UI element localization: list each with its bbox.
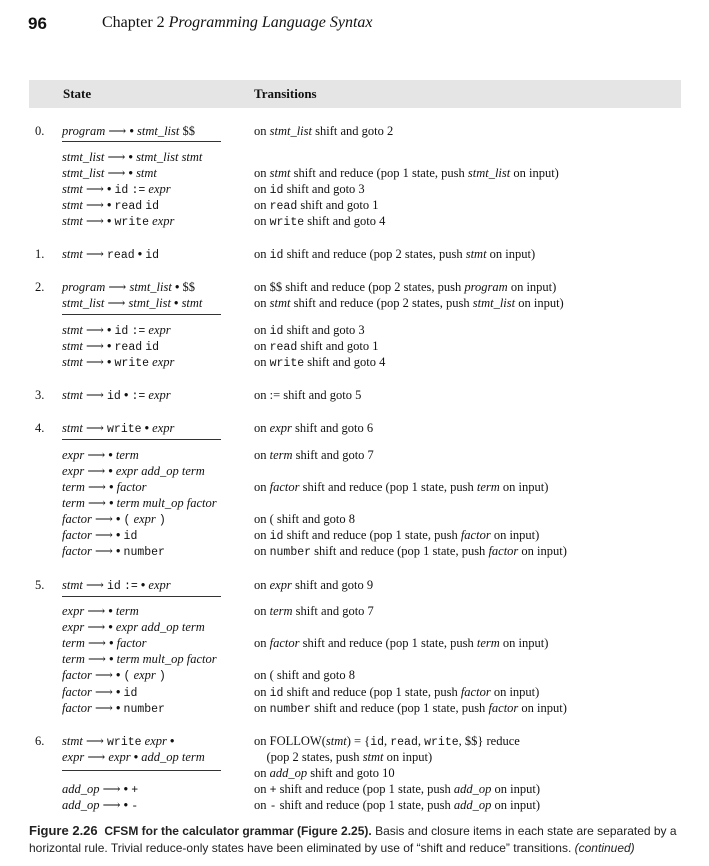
transition: on write shift and goto 4 <box>254 355 386 370</box>
transition: on id shift and reduce (pop 2 states, push stmt on input) <box>254 247 536 262</box>
transition: on stmt shift and reduce (pop 2 states, push stmt_list on input) <box>254 296 564 310</box>
transition: on stmt shift and reduce (pop 1 state, push stmt_list on input) <box>254 166 559 180</box>
transition: on id shift and reduce (pop 1 state, push factor on input) <box>254 685 540 700</box>
lr-item: stmt ⟶ write • expr <box>62 421 175 436</box>
basis-closure-rule <box>62 439 221 440</box>
transition: on add_op shift and goto 10 <box>254 766 395 780</box>
lr-item: factor ⟶ • number <box>62 701 165 716</box>
transition: on := shift and goto 5 <box>254 388 362 402</box>
lr-item: factor ⟶ • id <box>62 528 138 543</box>
lr-item: program ⟶ • stmt_list $$ <box>62 124 195 138</box>
transition: on term shift and goto 7 <box>254 448 374 462</box>
lr-item: stmt ⟶ • id := expr <box>62 182 171 197</box>
transition: on number shift and reduce (pop 1 state, push factor on input) <box>254 544 567 559</box>
lr-item: stmt_list ⟶ • stmt <box>62 166 157 180</box>
lr-item: expr ⟶ • term <box>62 448 139 462</box>
transition: on expr shift and goto 6 <box>254 421 374 435</box>
page-number: 96 <box>28 14 47 33</box>
lr-item: program ⟶ stmt_list • $$ <box>62 280 195 294</box>
lr-item: stmt ⟶ write expr • <box>62 734 175 749</box>
lr-item: stmt ⟶ id • := expr <box>62 388 171 403</box>
lr-item: stmt ⟶ • id := expr <box>62 323 171 338</box>
transition: on ( shift and goto 8 <box>254 668 356 682</box>
transition: on - shift and reduce (pop 1 state, push add_op on input) <box>254 798 541 813</box>
lr-item: add_op ⟶ • - <box>62 798 139 813</box>
lr-item: expr ⟶ • expr add_op term <box>62 464 205 478</box>
lr-item: factor ⟶ • id <box>62 685 138 700</box>
header-state: State <box>63 86 92 101</box>
lr-item: factor ⟶ • number <box>62 544 165 559</box>
lr-item: stmt ⟶ • write expr <box>62 214 175 229</box>
lr-item: term ⟶ • term mult_op factor <box>62 496 217 510</box>
lr-item: stmt_list ⟶ stmt_list • stmt <box>62 296 203 310</box>
transition: on FOLLOW(stmt) = {id, read, write, $$} reduce <box>254 734 520 749</box>
lr-item: expr ⟶ • term <box>62 604 139 618</box>
transition: (pop 2 states, push stmt on input) <box>254 750 433 764</box>
transition: on stmt_list shift and goto 2 <box>254 124 394 138</box>
caption-body: Basis and closure items in each state are separated by a horizontal rule. Trivial reduce-only states have been eliminated by use of “shift and reduce” transitions. <box>29 824 677 855</box>
transition: on id shift and reduce (pop 1 state, push factor on input) <box>254 528 540 543</box>
figure-caption <box>29 822 689 857</box>
lr-item: factor ⟶ • ( expr ) <box>62 512 166 527</box>
lr-item: term ⟶ • term mult_op factor <box>62 652 217 666</box>
chapter-label: Chapter 2 <box>102 14 165 31</box>
transition: on number shift and reduce (pop 1 state, push factor on input) <box>254 701 567 716</box>
lr-item: stmt ⟶ id := • expr <box>62 578 171 593</box>
transition: on read shift and goto 1 <box>254 198 379 213</box>
lr-item: stmt ⟶ • read id <box>62 198 160 213</box>
state-number: 3. <box>35 388 45 402</box>
state-number: 0. <box>35 124 45 138</box>
lr-item: add_op ⟶ • + <box>62 782 139 797</box>
lr-item: term ⟶ • factor <box>62 636 147 650</box>
transition: on read shift and goto 1 <box>254 339 379 354</box>
caption-continued: (continued) <box>574 841 635 855</box>
state-number: 4. <box>35 421 45 435</box>
transition: on factor shift and reduce (pop 1 state, push term on input) <box>254 636 549 650</box>
transition: on write shift and goto 4 <box>254 214 386 229</box>
lr-item: stmt ⟶ • read id <box>62 339 160 354</box>
running-head <box>102 14 373 32</box>
state-number: 6. <box>35 734 45 748</box>
lr-item: stmt ⟶ • write expr <box>62 355 175 370</box>
header-transitions: Transitions <box>254 86 317 101</box>
transition: on id shift and goto 3 <box>254 182 365 197</box>
lr-item: expr ⟶ • expr add_op term <box>62 620 205 634</box>
transition: on + shift and reduce (pop 1 state, push add_op on input) <box>254 782 541 797</box>
transition: on id shift and goto 3 <box>254 323 365 338</box>
caption-title: CFSM for the calculator grammar (Figure 2.25). <box>104 824 372 838</box>
lr-item: term ⟶ • factor <box>62 480 147 494</box>
chapter-title: Programming Language Syntax <box>168 14 373 31</box>
caption-label: Figure 2.26 <box>29 823 98 838</box>
basis-closure-rule <box>62 314 221 315</box>
lr-item: factor ⟶ • ( expr ) <box>62 668 166 683</box>
lr-item: expr ⟶ expr • add_op term <box>62 750 205 764</box>
transition: on term shift and goto 7 <box>254 604 374 618</box>
table-header <box>29 80 681 108</box>
lr-item: stmt_list ⟶ • stmt_list stmt <box>62 150 203 164</box>
transition: on ( shift and goto 8 <box>254 512 356 526</box>
basis-closure-rule <box>62 596 221 597</box>
transition: on expr shift and goto 9 <box>254 578 374 592</box>
state-number: 2. <box>35 280 45 294</box>
transition: on $$ shift and reduce (pop 2 states, push program on input) <box>254 280 557 294</box>
basis-closure-rule <box>62 770 221 771</box>
state-number: 5. <box>35 578 45 592</box>
state-number: 1. <box>35 247 45 261</box>
transition: on factor shift and reduce (pop 1 state, push term on input) <box>254 480 549 494</box>
basis-closure-rule <box>62 141 221 142</box>
lr-item: stmt ⟶ read • id <box>62 247 160 262</box>
